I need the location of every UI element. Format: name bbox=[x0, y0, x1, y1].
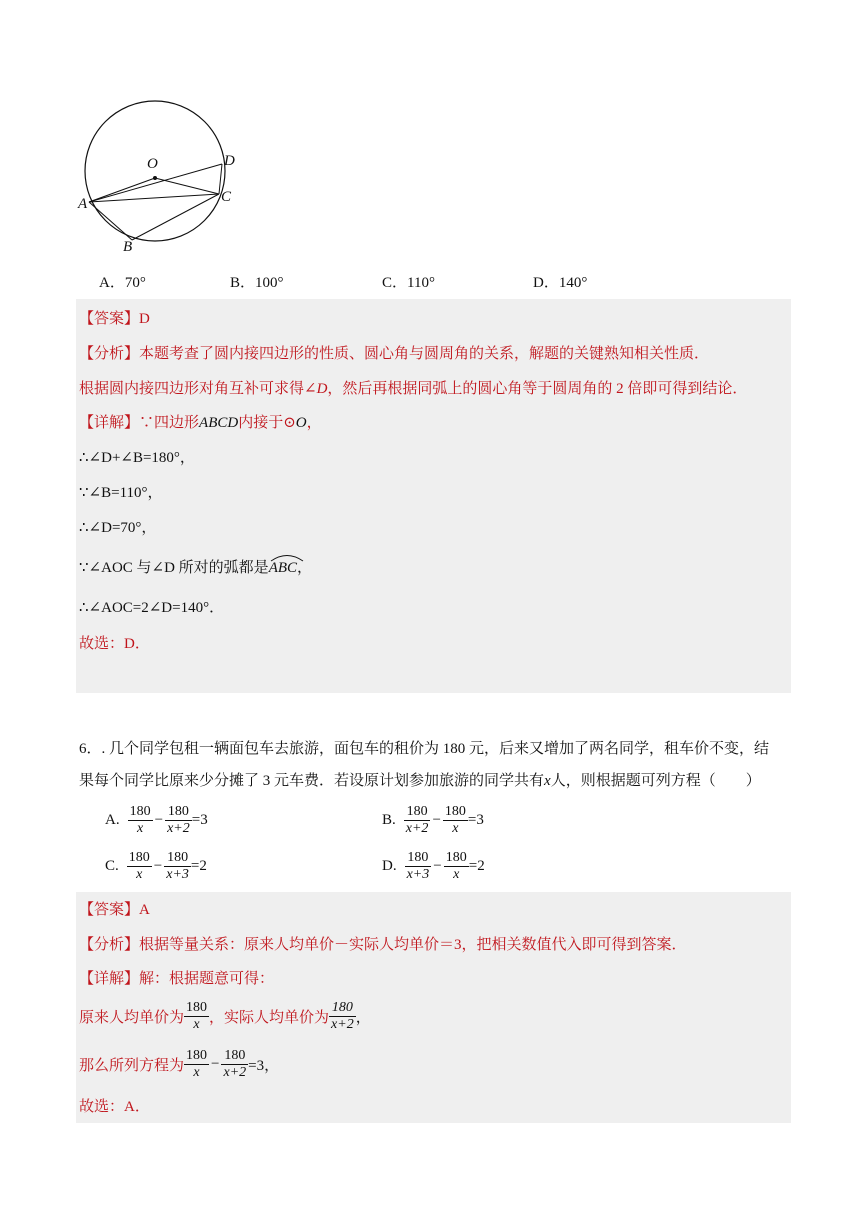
q6-stem-line1: 6．. 几个同学包租一辆面包车去旅游，面包车的租价为 180 元，后来又增加了两名同学，租车价不变，结 bbox=[79, 741, 770, 757]
q6-option-c: C. $\frac{180}{x}$ − $\frac{180}{x+3}$ =2 bbox=[105, 850, 207, 882]
q6-line-a: 原来人均单价为 $\frac{180}{x}$ ，实际人均单价为 $\frac{180}{x+2}$ ， bbox=[79, 1000, 371, 1032]
q6-option-b: B. $\frac{180}{x+2}$ − $\frac{180}{x}$ =3 bbox=[382, 804, 484, 836]
q5-option-c: C．110° bbox=[382, 275, 435, 291]
label-b: B bbox=[123, 239, 133, 255]
q5-step3: ∵∠B=110°， bbox=[79, 485, 163, 501]
segment-ab bbox=[89, 202, 132, 240]
q5-option-d: D．140° bbox=[533, 275, 588, 291]
q6-line-b: 那么所列方程为 $\frac{180}{x}$ − $\frac{180}{x+2}$ =3， bbox=[79, 1048, 280, 1080]
q6-conclusion: 故选：A． bbox=[79, 1099, 150, 1115]
label-c: C bbox=[221, 189, 232, 205]
q5-step6: ∴∠AOC=2∠D=140°． bbox=[79, 600, 225, 616]
q5-analysis-line2: 根据圆内接四边形对角互补可求得∠D，然后再根据同弧上的圆心角等于圆周角的 2 倍即可得到结论． bbox=[79, 381, 748, 397]
q6-stem-line2: 果每个同学比原来少分摊了 3 元车费．若设原计划参加旅游的同学共有x人，则根据题可列方程（ ） bbox=[79, 773, 761, 789]
label-a: A bbox=[78, 196, 88, 212]
q5-step5: ∵∠AOC 与∠D 所对的弧都是 ABC， bbox=[79, 558, 312, 578]
label-o: O bbox=[147, 156, 158, 172]
fraction-actual: $\frac{180}{x+2}$ bbox=[331, 1000, 354, 1032]
arc-abc: ABC bbox=[269, 558, 297, 578]
q5-detail-line1: 【详解】∵四边形ABCD内接于⊙O， bbox=[79, 415, 322, 431]
center-point bbox=[153, 176, 157, 180]
q6-answer: 【答案】A bbox=[79, 902, 150, 918]
fraction-original: $\frac{180}{x}$ bbox=[186, 1000, 208, 1032]
q5-step4: ∴∠D=70°， bbox=[79, 520, 157, 536]
q5-option-b: B．100° bbox=[230, 275, 284, 291]
q5-answer: 【答案】D bbox=[79, 311, 150, 327]
segment-oc bbox=[155, 178, 219, 194]
q5-option-a: A．70° bbox=[99, 275, 146, 291]
circle-diagram bbox=[80, 95, 250, 255]
q6-analysis: 【分析】根据等量关系：原来人均单价－实际人均单价＝3，把相关数值代入即可得到答案． bbox=[79, 937, 687, 953]
q5-analysis: 【分析】本题考查了圆内接四边形的性质、圆心角与圆周角的关系，解题的关键熟知相关性质． bbox=[79, 346, 710, 362]
segment-bc bbox=[132, 194, 219, 240]
q6-option-a: A. $\frac{180}{x}$ − $\frac{180}{x+2}$ =3 bbox=[105, 804, 208, 836]
q6-detail: 【详解】解：根据题意可得： bbox=[79, 971, 275, 987]
q5-conclusion: 故选：D． bbox=[79, 636, 150, 652]
label-d: D bbox=[224, 153, 235, 169]
q5-step2: ∴∠D+∠B=180°， bbox=[79, 450, 195, 466]
q6-option-d: D. $\frac{180}{x+3}$ − $\frac{180}{x}$ =2 bbox=[382, 850, 485, 882]
